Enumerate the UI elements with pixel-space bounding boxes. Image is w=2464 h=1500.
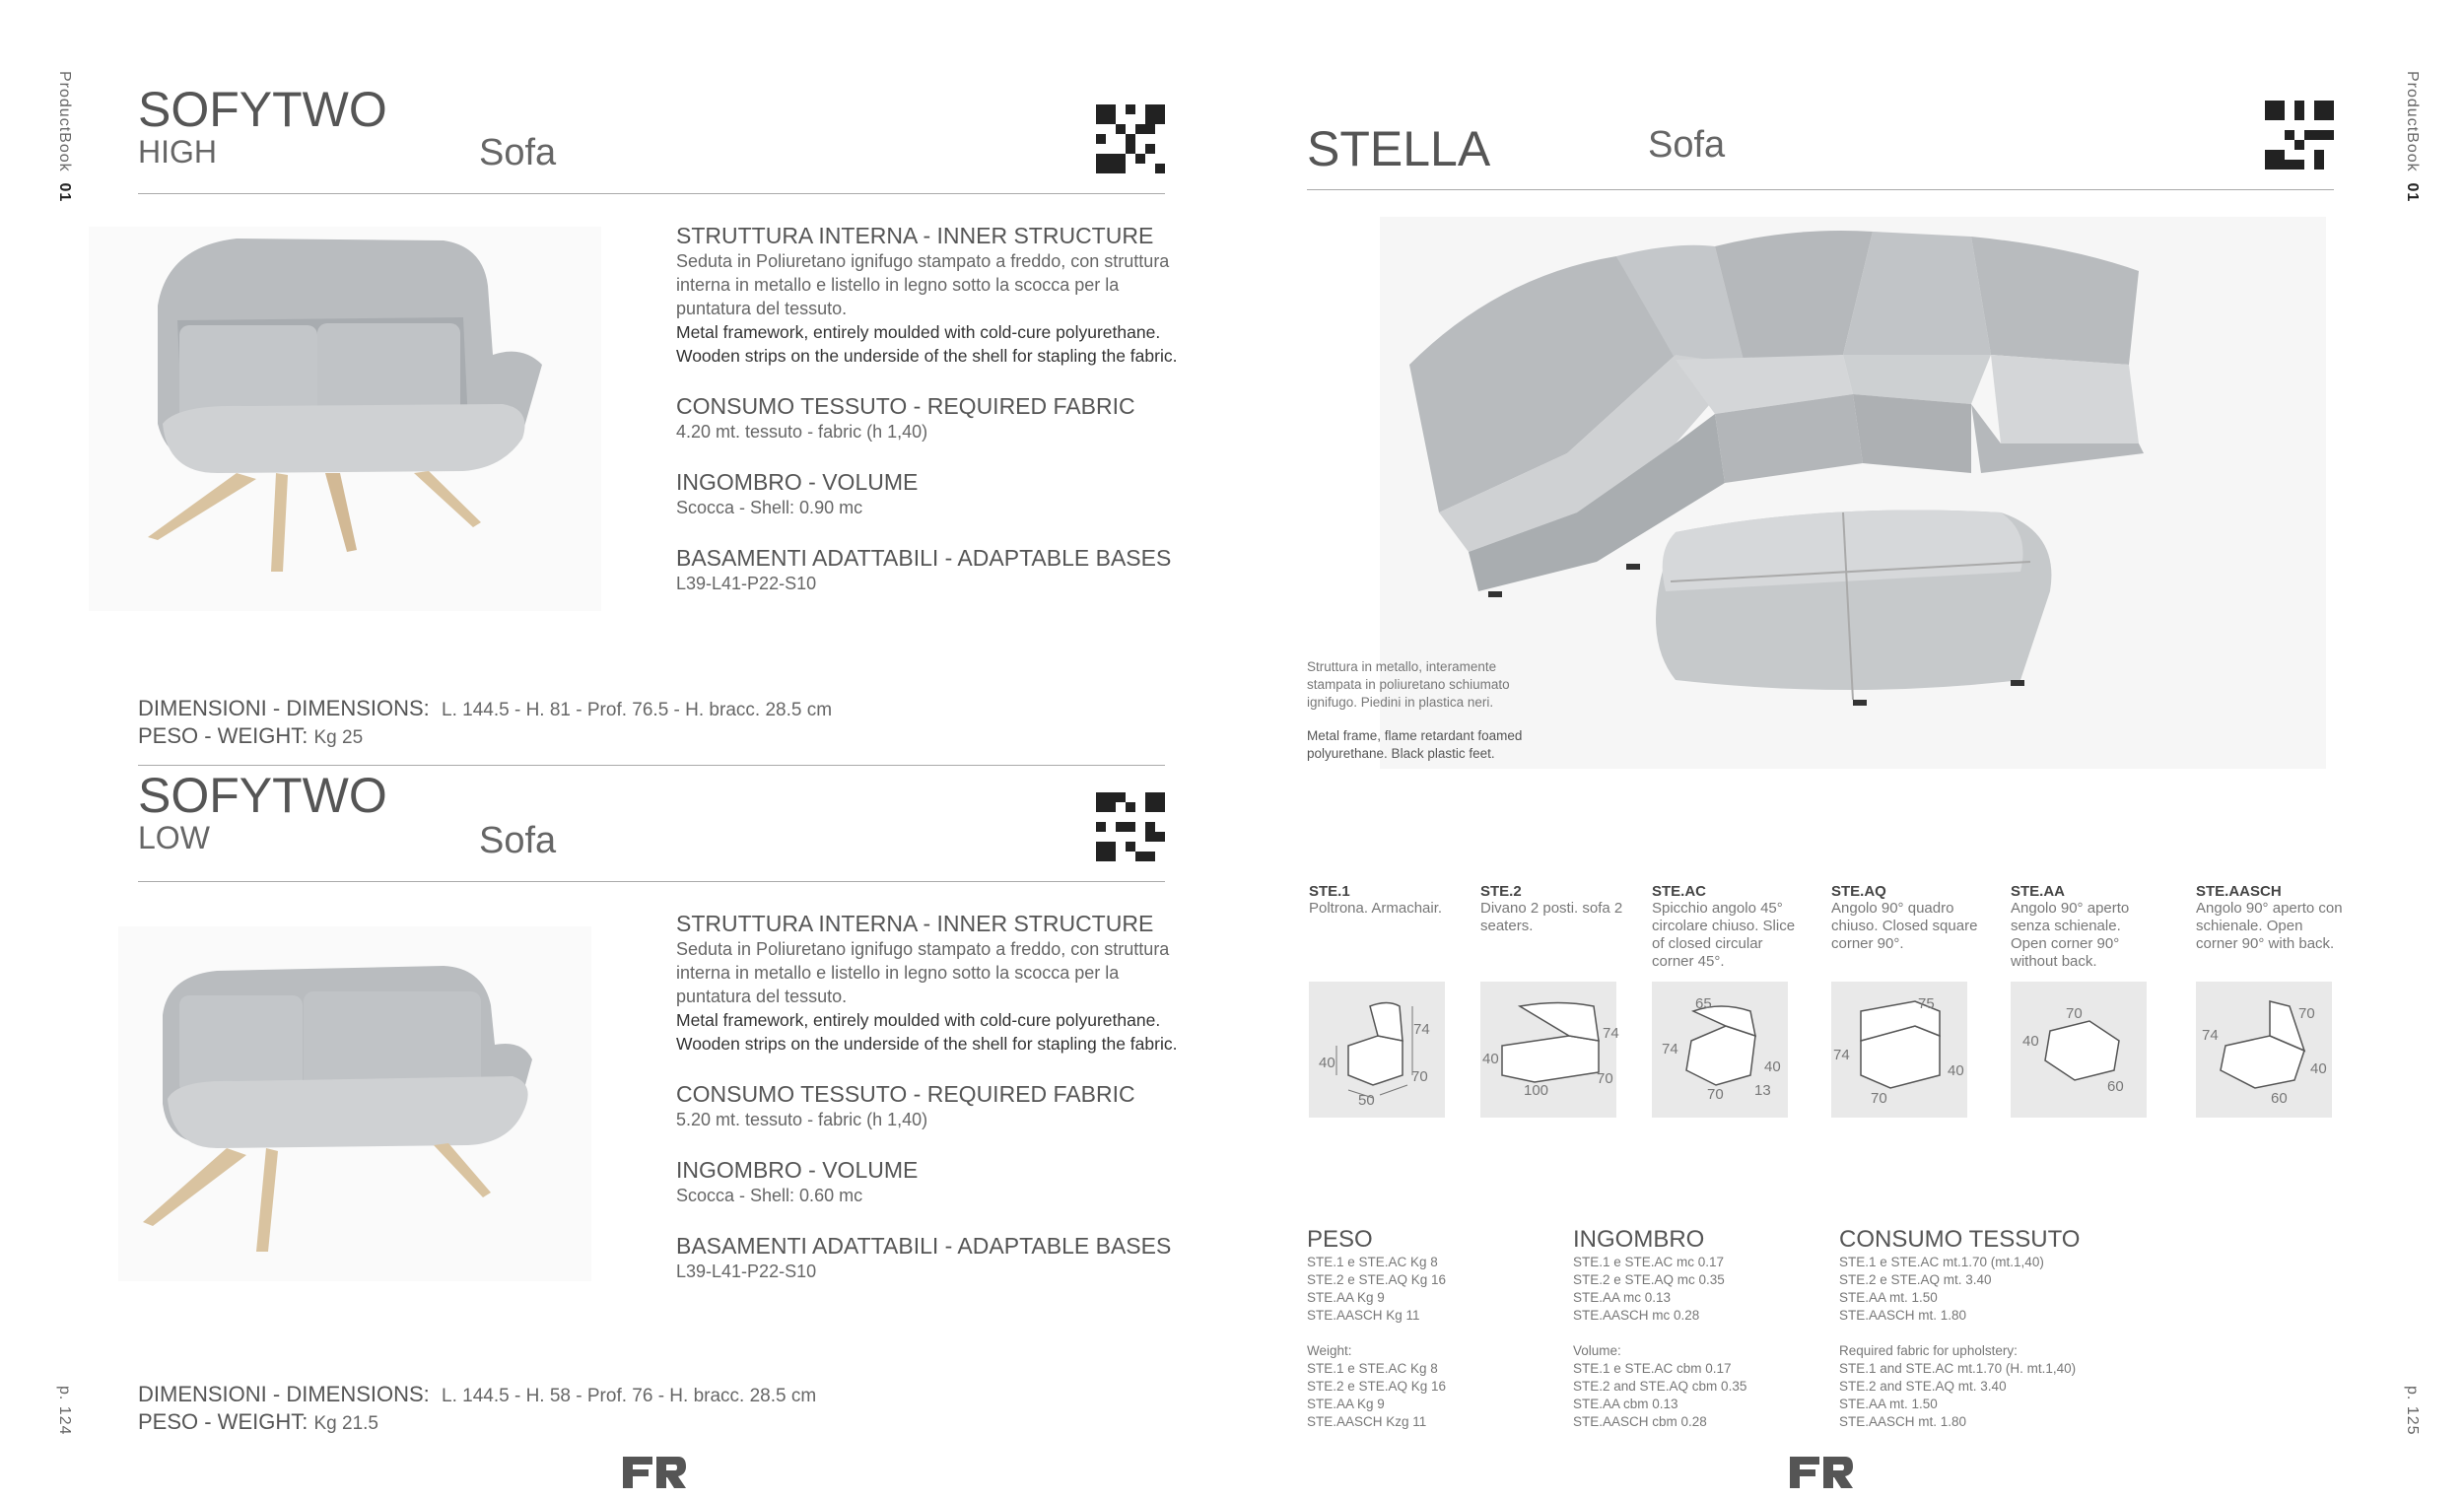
module-diagram-ste-aa: 70 40 60 — [2011, 982, 2147, 1118]
dimensions-line — [138, 1382, 816, 1407]
module-code: STE.AA — [2011, 883, 2066, 900]
side-label-right: ProductBook 01 — [2404, 71, 2421, 203]
divider — [1307, 189, 2334, 190]
module-code: STE.AC — [1652, 883, 1707, 900]
product-type: Sofa — [1648, 124, 1726, 166]
module-ste-aa — [2011, 883, 2158, 971]
module-desc: Angolo 90° quadro chiuso. Closed square corner 90°. — [1831, 900, 1978, 952]
volume-title: INGOMBRO - VOLUME — [676, 469, 919, 495]
inner-structure-title: STRUTTURA INTERNA - INNER STRUCTURE — [676, 223, 1154, 248]
product-type: Sofa — [479, 132, 557, 173]
page-number-right: p. 125 — [2404, 1386, 2421, 1436]
module-diagram-ste-aasch: 70 74 40 60 — [2196, 982, 2332, 1118]
inner-structure-en-1: Metal framework, entirely moulded with cold-cure polyurethane. — [676, 322, 1161, 342]
module-ste-ac — [1652, 883, 1800, 971]
column-consumo-tessuto: CONSUMO TESSUTO STE.1 e STE.AC mt.1.70 (mt.1,40) STE.2 e STE.AQ mt. 3.40 STE.AA mt. 1.50 STE.AASCH mt. 1.80 Required fabric for upholstery: STE.1 and STE.AC mt.1.70 (H. mt.1,40) STE.2 and STE.AQ mt. 3.40 STE.AA mt. 1.50 STE.AASCH mt. 1.80 — [1839, 1226, 2135, 1431]
module-code: STE.AQ — [1831, 883, 1886, 900]
weight-label: PESO - WEIGHT: — [138, 723, 308, 748]
column-ingombro: INGOMBRO STE.1 e STE.AC mc 0.17 STE.2 e STE.AQ mc 0.35 STE.AA mc 0.13 STE.AASCH mc 0.28 Volume: STE.1 e STE.AC cbm 0.17 STE.2 and STE.AQ cbm 0.35 STE.AA cbm 0.13 STE.AASCH cbm 0.28 — [1573, 1226, 1819, 1431]
column-peso: PESO STE.1 e STE.AC Kg 8 STE.2 e STE.AQ Kg 16 STE.AA Kg 9 STE.AASCH Kg 11 Weight: STE.1 e STE.AC Kg 8 STE.2 e STE.AQ Kg 16 STE.AA Kg 9 STE.AASCH Kzg 11 — [1307, 1226, 1553, 1431]
column-title: PESO — [1307, 1226, 1373, 1253]
fabric-title: CONSUMO TESSUTO - REQUIRED FABRIC — [676, 1081, 1135, 1107]
fabric-value: 4.20 mt. tessuto - fabric (h 1,40) — [676, 422, 928, 442]
module-diagram-ste-2: 74 40 100 70 — [1480, 982, 1616, 1118]
weight-value: Kg 25 — [313, 727, 364, 748]
product-name: SOFYTWO — [138, 82, 387, 137]
sofa-low-image — [118, 926, 591, 1281]
brand-logo — [623, 1457, 686, 1488]
column-title: CONSUMO TESSUTO — [1839, 1226, 2081, 1253]
module-ste-aq — [1831, 883, 1979, 953]
module-code: STE.2 — [1480, 883, 1522, 900]
dimensions-label: DIMENSIONI - DIMENSIONS: — [138, 696, 430, 720]
module-diagram-ste-aq: 75 74 40 70 — [1831, 982, 1967, 1118]
qr-code-icon — [1096, 104, 1165, 173]
volume-value: Scocca - Shell: 0.90 mc — [676, 498, 863, 517]
module-diagram-ste-1: 74 40 50 70 — [1309, 982, 1445, 1118]
qr-code-icon — [1096, 792, 1165, 861]
module-code: STE.AASCH — [2196, 883, 2282, 900]
side-label-left: ProductBook 01 — [56, 71, 73, 203]
caption-en: Metal frame, flame retardant foamed polyurethane. Black plastic feet. — [1307, 728, 1523, 761]
inner-structure-en-1: Metal framework, entirely moulded with cold-cure polyurethane. — [676, 1010, 1161, 1030]
volume-value: Scocca - Shell: 0.60 mc — [676, 1186, 863, 1205]
dimensions-line — [138, 696, 832, 721]
sofa-high-image — [89, 227, 601, 611]
inner-structure-it: Seduta in Poliuretano ignifugo stampato a freddo, con struttura interna in metallo e listello in legno sotto la scocca per la puntatura del tessuto. — [676, 251, 1170, 318]
module-desc: Spicchio angolo 45° circolare chiuso. Slice of closed circular corner 45°. — [1652, 900, 1796, 970]
product-name: STELLA — [1307, 121, 1491, 176]
column-title: INGOMBRO — [1573, 1226, 1705, 1253]
module-diagram-ste-ac: 65 74 40 70 13 — [1652, 982, 1788, 1118]
dimensions-value: L. 144.5 - H. 58 - Prof. 76 - H. bracc. 28.5 cm — [442, 1386, 817, 1406]
weight-line — [138, 1409, 378, 1435]
bases-value: L39-L41-P22-S10 — [676, 574, 817, 593]
module-desc: Angolo 90° aperto senza schienale. Open corner 90° without back. — [2011, 900, 2130, 970]
product-variant: LOW — [138, 820, 210, 855]
module-ste-1 — [1309, 883, 1457, 918]
product-variant: HIGH — [138, 134, 217, 170]
divider — [138, 881, 1165, 882]
product-type: Sofa — [479, 820, 557, 861]
module-desc: Angolo 90° aperto con schienale. Open corner 90° with back. — [2196, 900, 2343, 952]
dimensions-value: L. 144.5 - H. 81 - Prof. 76.5 - H. bracc. 28.5 cm — [442, 700, 833, 720]
module-desc: Divano 2 posti. sofa 2 seaters. — [1480, 900, 1623, 934]
brand-logo — [1790, 1457, 1853, 1488]
product-name: SOFYTWO — [138, 768, 387, 823]
dimensions-label: DIMENSIONI - DIMENSIONS: — [138, 1382, 430, 1406]
fabric-title: CONSUMO TESSUTO - REQUIRED FABRIC — [676, 393, 1135, 419]
module-ste-2 — [1480, 883, 1628, 935]
module-ste-aasch — [2196, 883, 2344, 953]
caption-it: Struttura in metallo, interamente stampata in poliuretano schiumato ignifugo. Piedini in plastica neri. — [1307, 659, 1510, 710]
bases-value: L39-L41-P22-S10 — [676, 1261, 817, 1281]
weight-value: Kg 21.5 — [313, 1413, 378, 1434]
inner-structure-en-2: Wooden strips on the underside of the shell for stapling the fabric. — [676, 1034, 1178, 1054]
page-number-left: p. 124 — [56, 1386, 73, 1436]
module-code: STE.1 — [1309, 883, 1350, 900]
inner-structure-it: Seduta in Poliuretano ignifugo stampato a freddo, con struttura interna in metallo e listello in legno sotto la scocca per la puntatura del tessuto. — [676, 939, 1170, 1006]
fabric-value: 5.20 mt. tessuto - fabric (h 1,40) — [676, 1110, 928, 1129]
weight-label: PESO - WEIGHT: — [138, 1409, 308, 1434]
divider — [138, 193, 1165, 194]
weight-line — [138, 723, 363, 749]
divider — [138, 765, 1165, 766]
bases-title: BASAMENTI ADATTABILI - ADAPTABLE BASES — [676, 545, 1172, 571]
inner-structure-title: STRUTTURA INTERNA - INNER STRUCTURE — [676, 911, 1154, 936]
inner-structure-en-2: Wooden strips on the underside of the shell for stapling the fabric. — [676, 346, 1178, 366]
module-desc: Poltrona. Armachair. — [1309, 900, 1443, 917]
bases-title: BASAMENTI ADATTABILI - ADAPTABLE BASES — [676, 1233, 1172, 1259]
volume-title: INGOMBRO - VOLUME — [676, 1157, 919, 1183]
qr-code-icon — [2265, 101, 2334, 170]
